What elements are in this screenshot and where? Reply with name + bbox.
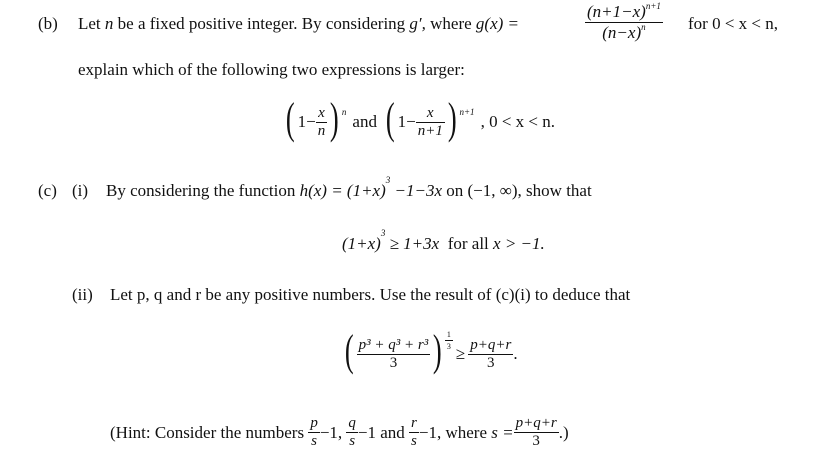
part-b-line2 [78,60,465,80]
expr1-frac [316,106,328,139]
expr2-frac [416,106,445,139]
expr1-num: x [318,104,325,121]
part-c-ii-label [72,285,93,305]
hint-s-eq: s = [491,422,514,442]
hint-s-num: p+q+r [515,415,557,431]
part-c-label [38,181,57,201]
part-b-statement [78,14,519,34]
expr2-close-paren: ) [447,94,457,143]
hint-and: and [380,422,405,442]
expr1-den: n [317,122,326,139]
hint-minus-one-2: −1 [357,422,376,442]
rhs-num: p+q+r [470,336,512,353]
part-c-i-label [72,181,88,201]
hint-s-1: s [311,433,317,449]
hint-minus-one-1: −1, [319,422,343,442]
part-b-let: Let [78,14,101,33]
hint-s-frac [514,416,559,449]
sub-i-label-text: (i) [72,181,89,200]
part-c-i-statement [106,175,592,201]
geq-sign: ≥ [455,344,466,363]
ineq-exp: 3 [380,228,386,238]
part-b-where: where [430,14,472,33]
mean-open-paren: ( [344,326,354,375]
sub-ii-label-text: (ii) [72,285,93,304]
domain-text: for 0 < x < n, [688,14,778,33]
hint-frac-p [308,416,320,449]
mean-exp-num: 1 [446,329,451,339]
expr1-close-paren: ) [330,94,339,143]
hint-start: (Hint: Consider the numbers [110,422,305,442]
hint-where: −1, where [418,422,488,442]
part-b-question: explain which of the following two expressions is larger: [78,60,465,79]
expr1-one: 1− [297,112,316,131]
hint-q: q [348,415,356,431]
mean-num: p³ + q³ + r³ [358,336,429,353]
expr2-den: n+1 [417,122,443,139]
h-exp: 3 [385,175,391,185]
mean-inequality [342,326,518,376]
ineq-for: for all [447,234,489,253]
and-text: and [352,112,377,131]
expr2-num: x [426,104,434,121]
ineq-cond: x > −1. [493,234,545,253]
on-text: on [446,181,464,200]
hint-frac-q [346,416,358,449]
h-func: h(x) = (1+x) [299,181,386,200]
mean-exp-frac [445,330,453,351]
sub-ii-text: Let p, q and r be any positive numbers. Use the result of (c)(i) to deduce that [110,285,631,304]
part-b-var-n: n [104,14,114,33]
part-b-g-prime: g′, [409,14,426,33]
part-b-line1 [38,14,58,34]
g-fraction [585,3,663,42]
expr1-exp: n [341,107,347,117]
part-c-ii-statement [110,285,630,305]
hint-s-2: s [349,433,356,449]
part-b-label: (b) [38,14,58,33]
part-c-label-text: (c) [38,181,57,200]
sub-i-text: By considering the function [106,181,296,200]
g-frac-den: $(n-x)^n$ [602,22,646,42]
hint-s-den: 3 [532,433,540,449]
hint-line [110,416,569,449]
ineq-lhs: (1+x) [342,234,381,253]
hint-end: .) [558,422,569,442]
part-b-domain [688,14,778,34]
expr2-open-paren: ( [385,94,395,143]
mean-close-paren: ) [433,326,442,375]
hint-s-3: s [411,433,417,449]
rhs-den: 3 [487,354,495,371]
expr1-open-paren: ( [285,94,295,143]
part-b-g-of-x: g(x) = [475,14,520,33]
g-frac [585,3,663,42]
g-frac-num: $(n+1-x)^{n+1}$ [587,1,661,21]
expr2-exp: n+1 [459,107,475,117]
expr-tail: , 0 < x < n. [480,112,555,131]
hint-p: p [310,415,318,431]
show-text: show that [526,181,592,200]
part-b-text-mid: be a fixed positive integer. By considering [117,14,406,33]
h-tail: −1−3x [394,181,443,200]
expr2-one: 1− [397,112,416,131]
rhs-tail: . [513,344,518,363]
ineq-rhs: ≥ 1+3x [389,234,440,253]
interval: (−1, ∞), [467,181,522,200]
hint-frac-r [409,416,419,449]
inequality-line [342,228,545,254]
mean-exp-den: 3 [446,341,451,351]
expressions-row [283,94,555,144]
mean-den: 3 [389,354,398,371]
rhs-frac [468,338,513,371]
hint-r: r [411,415,417,431]
mean-frac [357,338,431,371]
